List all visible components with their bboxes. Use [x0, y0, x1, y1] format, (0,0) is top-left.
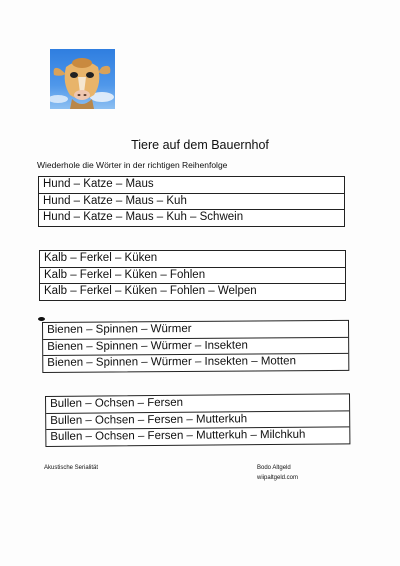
word-table-3	[42, 320, 349, 373]
footer-author: Bodo Altgeld	[257, 465, 291, 471]
table-row: Kalb – Ferkel – Küken	[40, 251, 345, 268]
table-row: Kalb – Ferkel – Küken – Fohlen	[40, 268, 345, 285]
cow-illustration	[50, 49, 115, 109]
table-row: Hund – Katze – Maus – Kuh	[39, 194, 344, 211]
table-row: Hund – Katze – Maus	[39, 177, 344, 194]
word-table-4	[45, 393, 350, 446]
table-row: Bullen – Ochsen – Fersen – Mutterkuh	[46, 411, 349, 430]
table-row: Kalb – Ferkel – Küken – Fohlen – Welpen	[44, 285, 257, 297]
footer-author-block	[257, 463, 298, 483]
footer-website: wiipaltgeld.com	[257, 475, 299, 481]
word-table-1	[38, 176, 345, 227]
page-title: Tiere auf dem Bauernhof	[131, 138, 269, 152]
word-table-2	[39, 250, 346, 301]
table-row: Bullen – Ochsen – Fersen	[46, 394, 349, 413]
table-row: Hund – Katze – Maus – Kuh – Schwein	[43, 211, 244, 223]
cow-photo	[50, 49, 115, 109]
instruction-text: Wiederhole die Wörter in der richtigen Reihenfolge	[37, 160, 228, 170]
table-row: Bullen – Ochsen – Fersen – Mutterkuh – Milchkuh	[50, 428, 306, 443]
table-row: Bienen – Spinnen – Würmer – Insekten – Motten	[47, 355, 296, 369]
table-row: Bienen – Spinnen – Würmer	[43, 321, 348, 340]
footer-subject: Akustische Serialität	[44, 465, 99, 471]
table-row: Bienen – Spinnen – Würmer – Insekten	[43, 337, 348, 356]
ink-dot	[38, 317, 45, 321]
